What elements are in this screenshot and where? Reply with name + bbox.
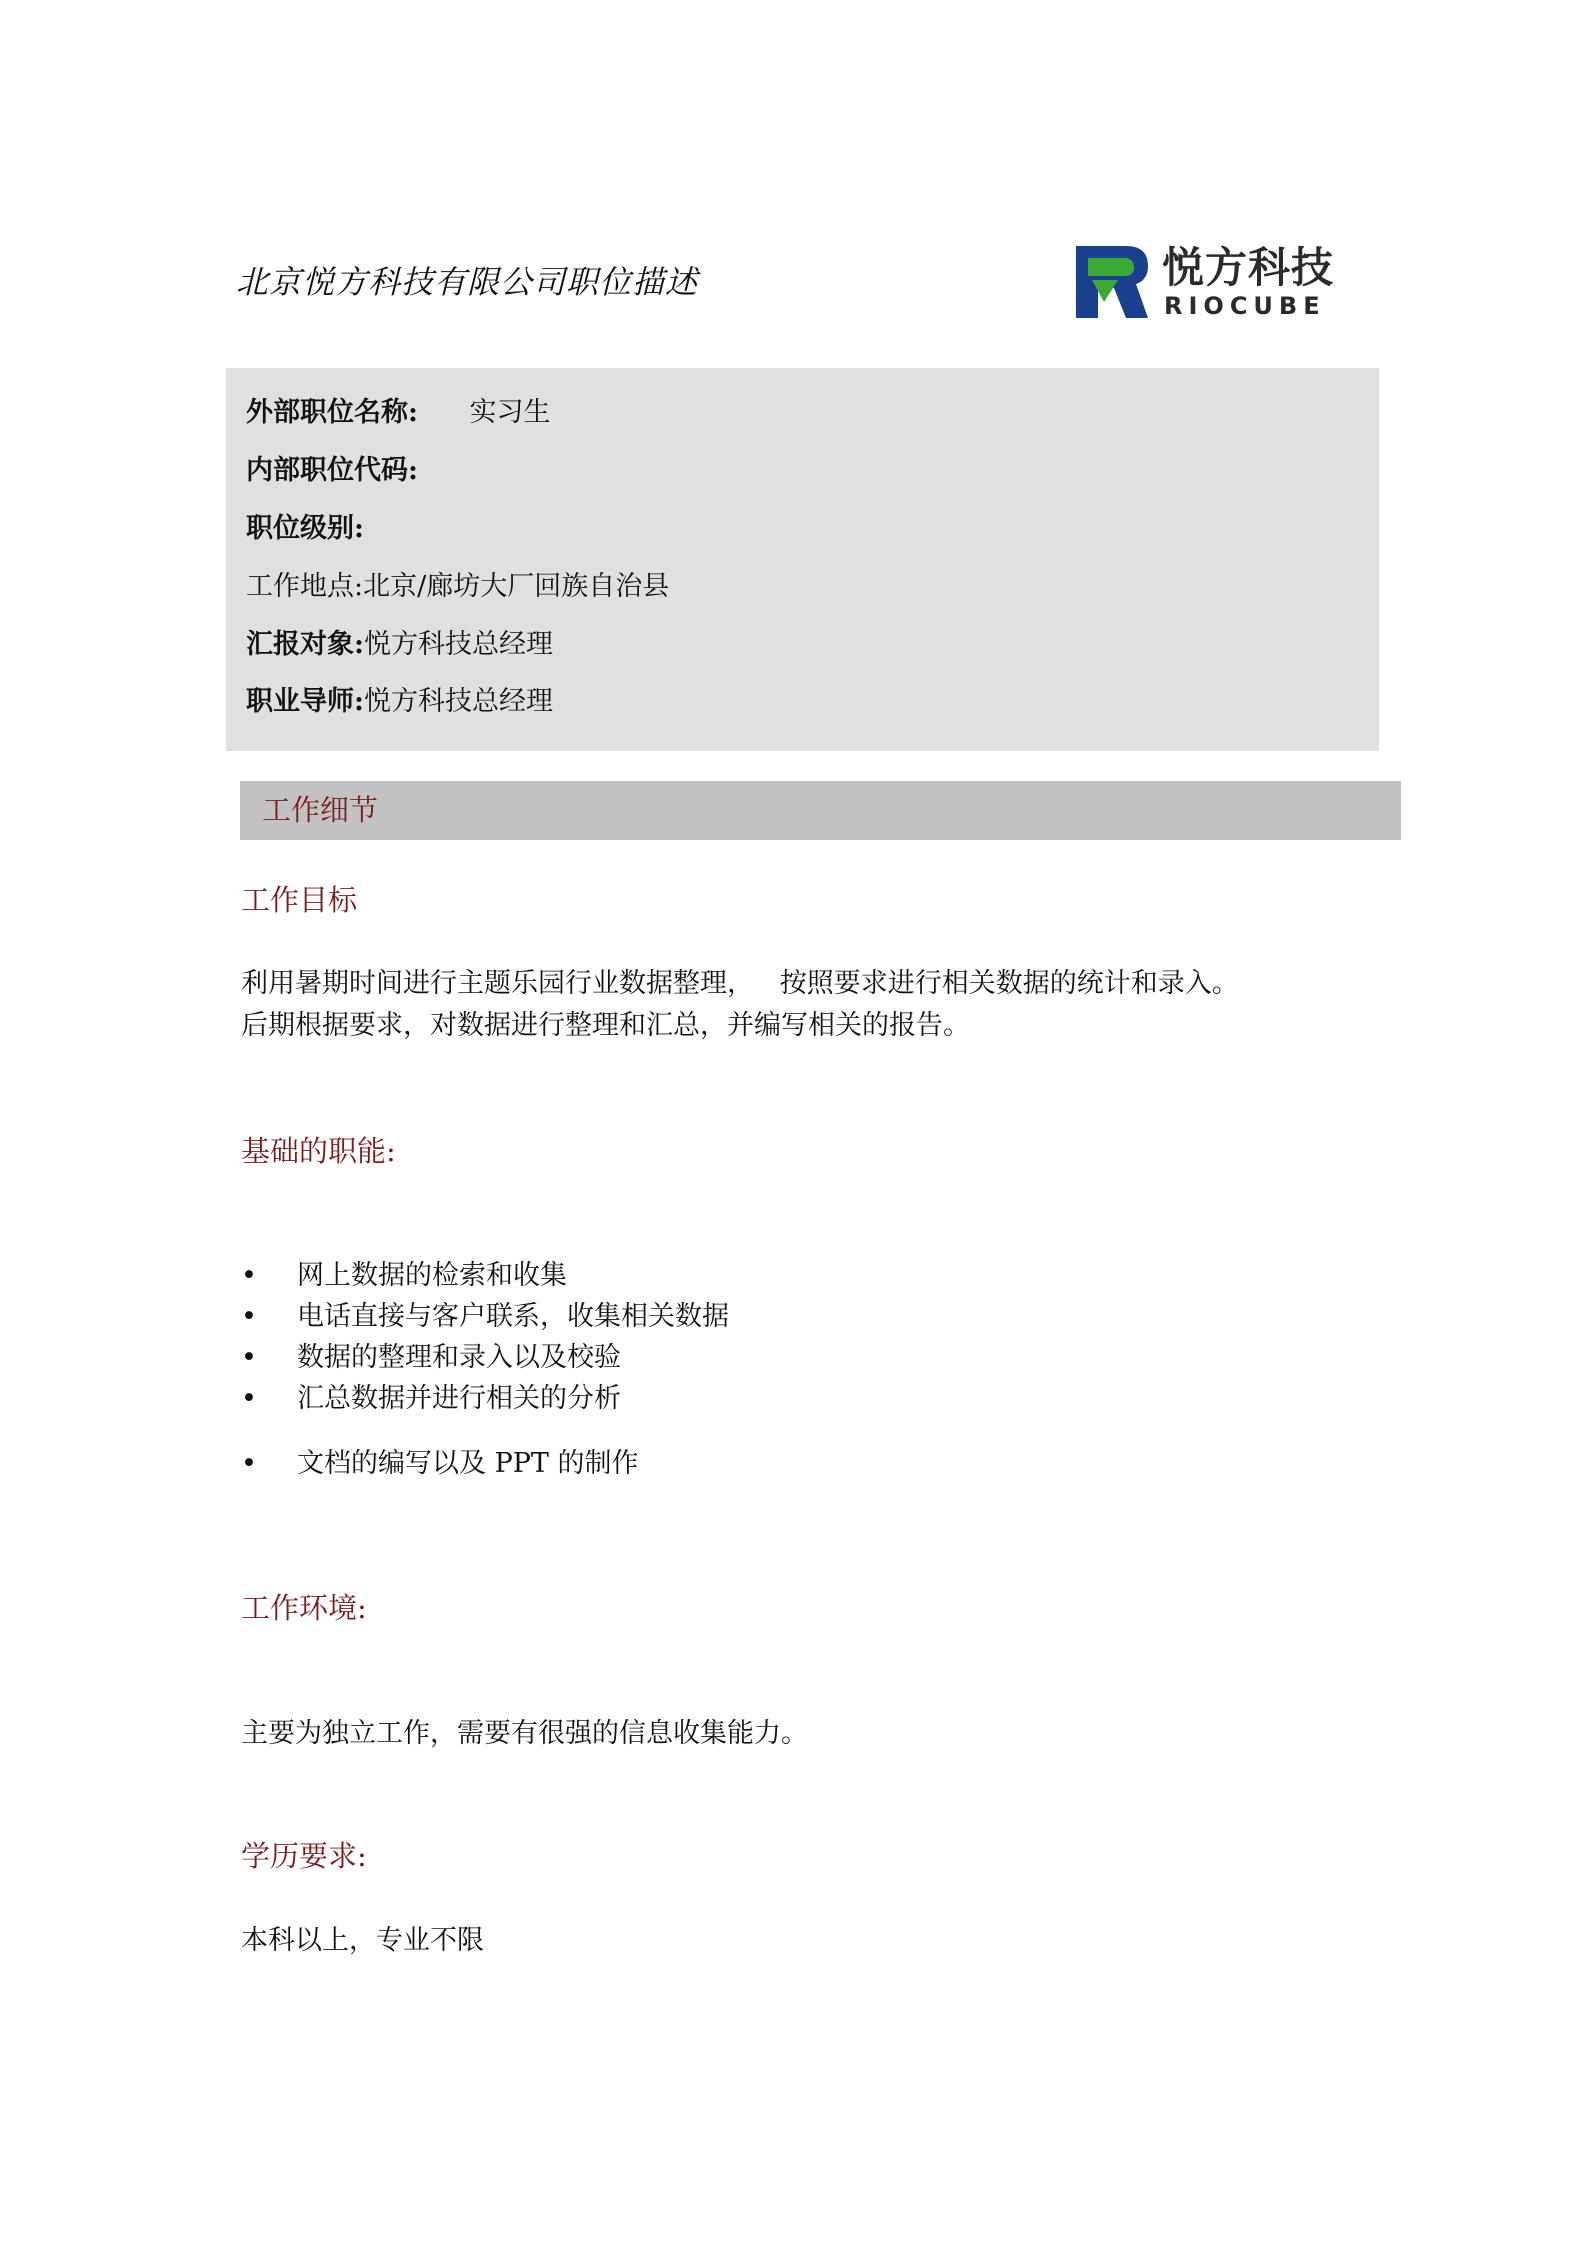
info-row-report-to	[246, 625, 553, 665]
logo-english-text: RIOCUBE	[1164, 292, 1326, 320]
bullet-icon: •	[241, 1383, 257, 1414]
functions-heading: 基础的职能:	[241, 1134, 396, 1168]
info-label: 工作地点:	[246, 571, 364, 602]
list-item-text: 网上数据的检索和收集	[297, 1260, 567, 1291]
info-row-internal-code	[246, 451, 418, 491]
goal-heading: 工作目标	[241, 883, 358, 917]
list-item-text: 汇总数据并进行相关的分析	[297, 1383, 621, 1414]
info-row-level	[246, 509, 364, 549]
info-label: 职业导师:	[246, 686, 364, 717]
logo-chinese-text: 悦方科技	[1162, 243, 1335, 292]
section-title: 工作细节	[262, 793, 379, 827]
list-item-text: 数据的整理和录入以及校验	[297, 1342, 621, 1373]
environment-heading: 工作环境:	[241, 1591, 367, 1625]
bullet-icon: •	[241, 1448, 257, 1479]
riocube-logo-icon	[1074, 244, 1150, 320]
info-label: 内部职位代码:	[246, 455, 418, 486]
info-value: 悦方科技总经理	[363, 686, 553, 717]
info-value: 北京/廊坊大厂回族自治县	[363, 571, 670, 602]
info-label: 职位级别:	[246, 513, 364, 544]
info-row-mentor	[246, 682, 553, 722]
list-item-text: 文档的编写以及 PPT 的制作	[297, 1448, 639, 1479]
info-row-location	[246, 567, 669, 607]
goal-text-line-2: 后期根据要求，对数据进行整理和汇总，并编写相关的报告。	[241, 1010, 970, 1041]
company-logo	[1074, 244, 1354, 322]
info-value: 实习生	[469, 397, 551, 428]
document-title: 北京悦方科技有限公司职位描述	[236, 263, 699, 301]
bullet-icon: •	[241, 1301, 257, 1332]
info-label: 外部职位名称:	[246, 397, 418, 428]
position-info-box	[226, 368, 1379, 751]
info-label: 汇报对象:	[246, 629, 364, 660]
environment-text: 主要为独立工作，需要有很强的信息收集能力。	[241, 1718, 808, 1749]
section-header-bar	[240, 781, 1401, 840]
education-text: 本科以上，专业不限	[241, 1925, 484, 1956]
bullet-icon: •	[241, 1260, 257, 1291]
info-value: 悦方科技总经理	[363, 629, 553, 660]
education-heading: 学历要求:	[241, 1839, 367, 1873]
list-item-text: 电话直接与客户联系，收集相关数据	[297, 1301, 729, 1332]
bullet-icon: •	[241, 1342, 257, 1373]
goal-text-line-1: 利用暑期时间进行主题乐园行业数据整理， 按照要求进行相关数据的统计和录入。	[241, 968, 1239, 999]
info-row-external-title	[246, 393, 550, 433]
